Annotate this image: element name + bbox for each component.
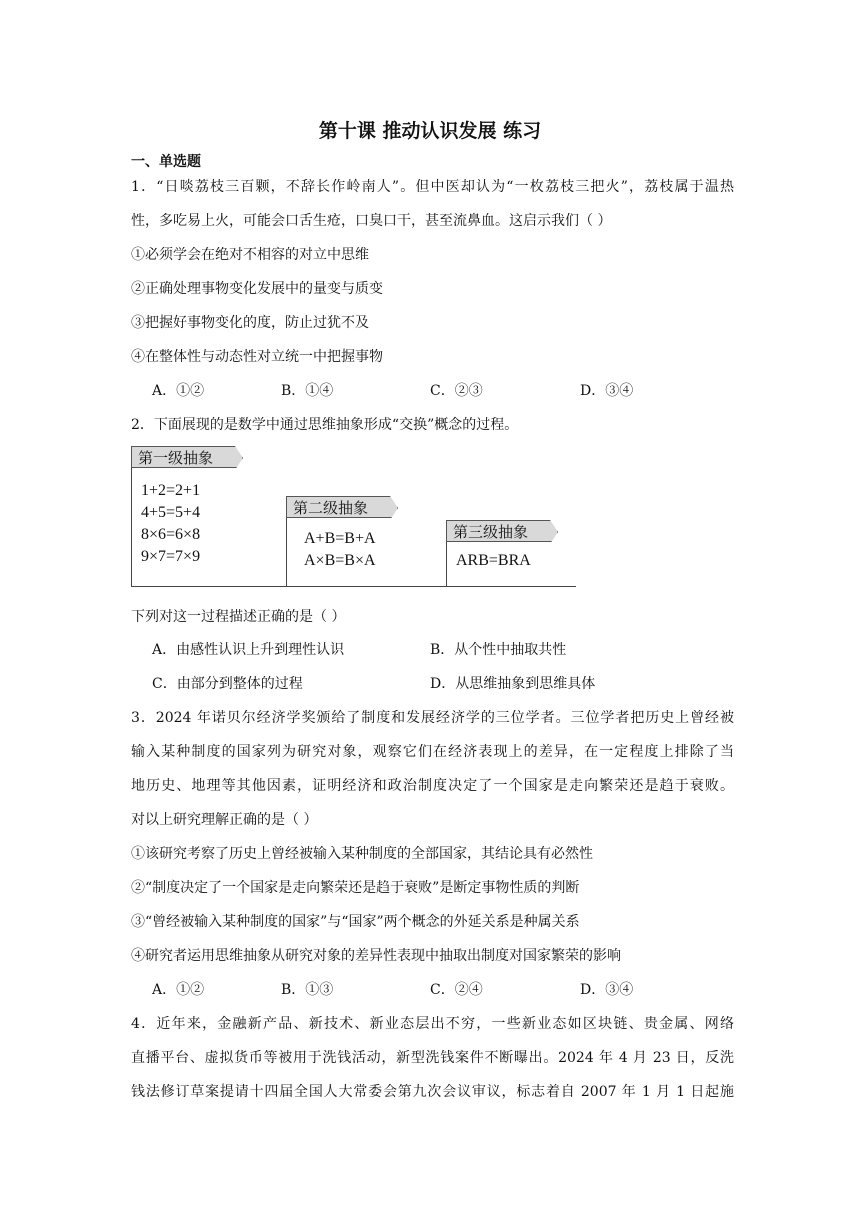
q3-choice-4: ④研究者运用思维抽象从研究对象的差异性表现中抽取出制度对国家繁荣的影响: [131, 948, 621, 964]
q1-option-b: B．①④: [281, 383, 334, 399]
page-title: 第十课 推动认识发展 练习: [318, 120, 542, 142]
level1-eq-2: 4+5=5+4: [141, 504, 201, 521]
q2-stem: 2．下面展现的是数学中通过思维抽象形成“交换”概念的过程。: [131, 417, 519, 433]
figure-baseline: [131, 586, 576, 587]
q3-line-3: 地历史、地理等其他因素，证明经济和政治制度决定了一个国家是走向繁荣还是趋于衰败。: [131, 778, 734, 794]
q3-prompt: 对以上研究理解正确的是（ ）: [131, 812, 318, 828]
q1-option-d: D．③④: [580, 383, 634, 399]
q2-option-d: D．从思维抽象到思维具体: [430, 676, 596, 692]
q3-choice-3: ③“曾经被输入某种制度的国家”与“国家”两个概念的外延关系是种属关系: [131, 914, 580, 930]
q3-option-d: D．③④: [580, 982, 634, 998]
level1-eq-1: 1+2=2+1: [141, 482, 201, 499]
q2-option-b: B．从个性中抽取共性: [430, 642, 567, 658]
q2-option-a: A．由感性认识上升到理性认识: [152, 642, 345, 658]
q3-choice-1: ①该研究考察了历史上曾经被输入某种制度的全部国家，其结论具有必然性: [131, 846, 593, 862]
level1-eq-4: 9×7=7×9: [141, 548, 201, 565]
q1-choice-3: ③把握好事物变化的度，防止过犹不及: [131, 315, 369, 331]
section-heading: 一、单选题: [131, 154, 201, 170]
level1-eq-3: 8×6=6×8: [141, 526, 201, 543]
q1-option-a: A．①②: [152, 383, 205, 399]
q2-option-c: C．由部分到整体的过程: [152, 676, 303, 692]
level3-border: [446, 542, 447, 586]
q2-prompt: 下列对这一过程描述正确的是（ ）: [131, 609, 346, 625]
q3-line-1: 3．2024 年诺贝尔经济学奖颁给了制度和发展经济学的三位学者。三位学者把历史上曾经被: [131, 710, 734, 726]
level2-eq-1: A+B=B+A: [304, 530, 376, 547]
q1-line-2: 性，多吃易上火，可能会口舌生疮，口臭口干，甚至流鼻血。这启示我们（ ）: [131, 213, 612, 229]
q1-choice-4: ④在整体性与动态性对立统一中把握事物: [131, 349, 383, 365]
level1-tab: 第一级抽象: [131, 446, 243, 468]
q3-option-c: C．②④: [430, 982, 483, 998]
level1-border: [131, 468, 132, 586]
level3-tab: 第三级抽象: [446, 520, 558, 542]
q4-line-2: 直播平台、虚拟货币等被用于洗钱活动，新型洗钱案件不断曝出。2024 年 4 月 23 日，反洗: [131, 1050, 734, 1066]
q1-choice-1: ①必须学会在绝对不相容的对立中思维: [131, 247, 369, 263]
q4-line-1: 4．近年来，金融新产品、新技术、新业态层出不穷，一些新业态如区块链、贵金属、网络: [131, 1016, 734, 1032]
q3-option-b: B．①③: [281, 982, 334, 998]
level2-border: [286, 518, 287, 586]
level2-eq-2: A×B=B×A: [304, 552, 376, 569]
q4-line-3: 钱法修订草案提请十四届全国人大常委会第九次会议审议，标志着自 2007 年 1 月 1 日起施: [131, 1084, 734, 1100]
abstraction-figure: [131, 446, 576, 588]
level2-tab: 第二级抽象: [286, 496, 398, 518]
level3-eq-1: ARB=BRA: [456, 552, 531, 569]
q3-choice-2: ②“制度决定了一个国家是走向繁荣还是趋于衰败”是断定事物性质的判断: [131, 880, 580, 896]
q1-option-c: C．②③: [430, 383, 483, 399]
q1-line-1: 1．“日啖荔枝三百颗，不辞长作岭南人”。但中医却认为“一枚荔枝三把火”，荔枝属于温热: [131, 179, 734, 195]
q3-line-2: 输入某种制度的国家列为研究对象，观察它们在经济表现上的差异，在一定程度上排除了当: [131, 744, 734, 760]
q3-option-a: A．①②: [152, 982, 205, 998]
q1-choice-2: ②正确处理事物变化发展中的量变与质变: [131, 281, 383, 297]
